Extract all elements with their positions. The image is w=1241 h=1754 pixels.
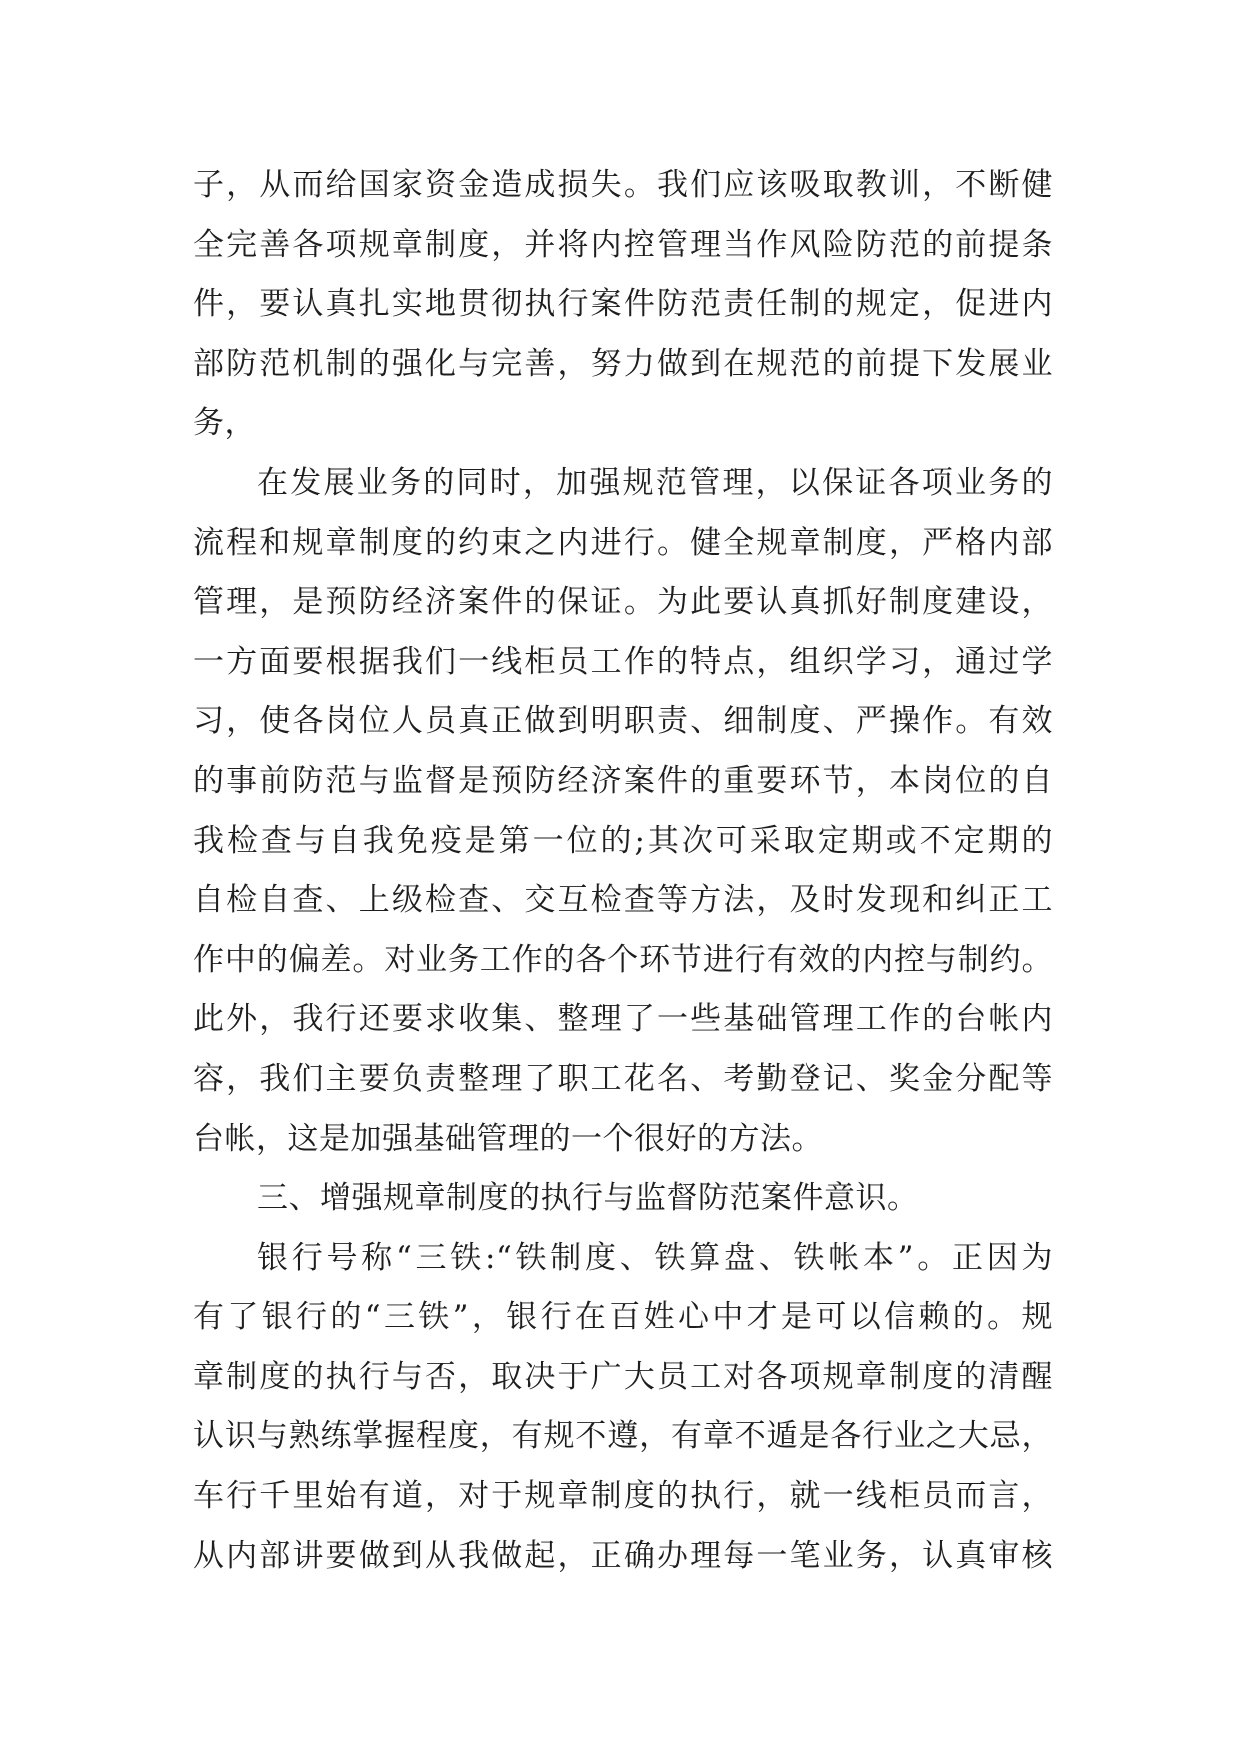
text-line: 一方面要根据我们一线柜员工作的特点，组织学习，通过学 <box>193 643 1053 680</box>
text-line: 件，要认真扎实地贯彻执行案件防范责任制的规定，促进内 <box>193 286 1053 323</box>
text-line: 章制度的执行与否，取决于广大员工对各项规章制度的清醒 <box>193 1358 1053 1395</box>
section-heading: 三、增强规章制度的执行与监督防范案件意识。 <box>257 1180 919 1217</box>
text-line: 我检查与自我免疫是第一位的;其次可采取定期或不定期的 <box>193 822 1053 859</box>
text-line: 管理，是预防经济案件的保证。为此要认真抓好制度建设， <box>193 584 1053 621</box>
text-line: 部防范机制的强化与完善，努力做到在规范的前提下发展业 <box>193 345 1053 382</box>
text-line: 从内部讲要做到从我做起，正确办理每一笔业务，认真审核 <box>193 1537 1053 1574</box>
text-line: 认识与熟练掌握程度，有规不遵，有章不遁是各行业之大忌， <box>193 1418 1053 1455</box>
body-text <box>193 156 1053 1586</box>
text-line: 车行千里始有道，对于规章制度的执行，就一线柜员而言， <box>193 1478 1053 1515</box>
text-line: 此外，我行还要求收集、整理了一些基础管理工作的台帐内 <box>193 1001 1053 1038</box>
text-line: 在发展业务的同时，加强规范管理，以保证各项业务的 <box>257 464 1053 501</box>
text-line: 银行号称“三铁:“铁制度、铁算盘、铁帐本”。正因为 <box>257 1239 1053 1276</box>
text-line: 全完善各项规章制度，并将内控管理当作风险防范的前提条 <box>193 226 1053 263</box>
text-line: 务， <box>193 405 256 442</box>
text-line: 习，使各岗位人员真正做到明职责、细制度、严操作。有效 <box>193 703 1053 740</box>
text-line: 流程和规章制度的约束之内进行。健全规章制度，严格内部 <box>193 524 1053 561</box>
text-line: 作中的偏差。对业务工作的各个环节进行有效的内控与制约。 <box>193 941 1053 978</box>
text-line: 台帐，这是加强基础管理的一个很好的方法。 <box>193 1120 823 1157</box>
text-line: 子，从而给国家资金造成损失。我们应该吸取教训，不断健 <box>193 167 1053 203</box>
text-line: 有了银行的“三铁”，银行在百姓心中才是可以信赖的。规 <box>193 1299 1053 1336</box>
text-line: 的事前防范与监督是预防经济案件的重要环节，本岗位的自 <box>193 762 1053 799</box>
text-line: 自检自查、上级检查、交互检查等方法，及时发现和纠正工 <box>193 882 1053 919</box>
text-line: 容，我们主要负责整理了职工花名、考勤登记、奖金分配等 <box>193 1060 1053 1097</box>
